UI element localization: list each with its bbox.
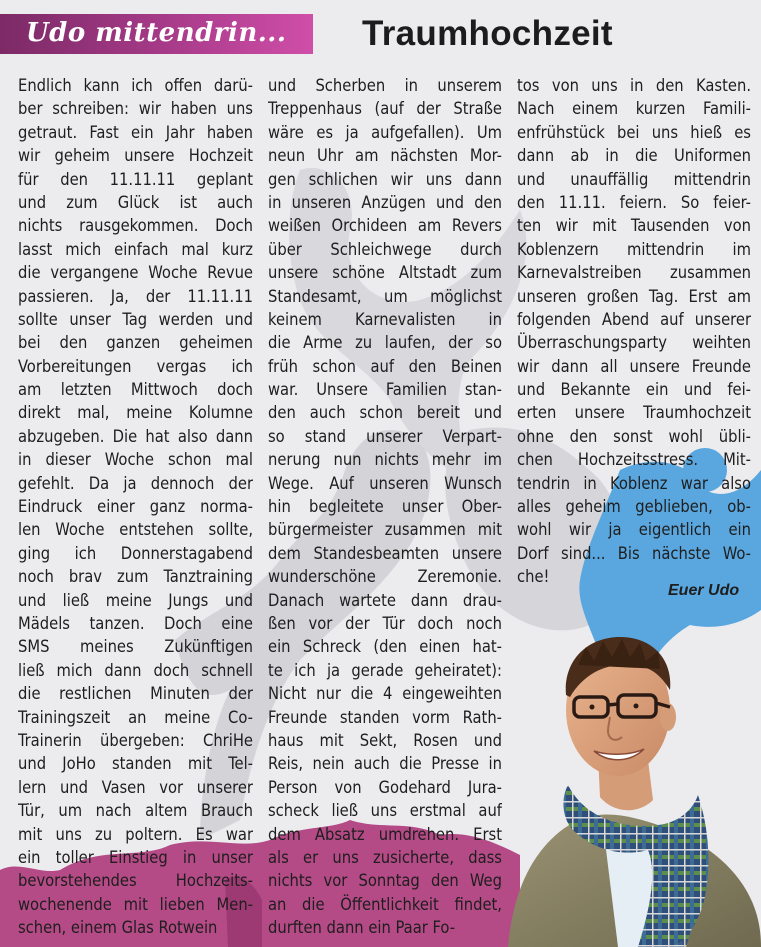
- article-line: len Woche entstehen sollte,: [18, 520, 253, 540]
- article-line: weißen Orchideen am Revers: [268, 216, 502, 236]
- article-line: SMS meines Zukünftigen: [18, 637, 253, 657]
- author-signature: Euer Udo: [668, 582, 740, 599]
- article-line: Koblenzern mittendrin im: [517, 239, 751, 259]
- article-line: Wege. Auf unseren Wunsch: [268, 473, 502, 493]
- article-line: dann ab in die Uniformen: [517, 146, 751, 166]
- article-line: ein toller Einstieg in unser: [18, 847, 253, 867]
- article-line: Nach einem kurzen Famili-: [517, 99, 751, 119]
- article-line: lasst mich einfach mal kurz: [18, 239, 253, 259]
- article-line: chen Hochzeitsstress. Mit-: [517, 450, 751, 470]
- article-line: folgenden Abend auf unserer: [517, 309, 751, 329]
- article-line: ßen vor der Tür doch noch: [268, 613, 502, 633]
- article-line: Karnevalstreiben zusammen: [517, 263, 751, 283]
- article-line: alles geheim geblieben, ob-: [517, 497, 751, 517]
- article-line: enfrühstück bei uns hieß es: [517, 122, 751, 142]
- article-line: Endlich kann ich offen darü-: [18, 76, 253, 95]
- article-line: ein Schreck (den einen hat-: [268, 637, 502, 657]
- article-line: passieren. Ja, der 11.11.11: [18, 286, 253, 306]
- article-line: wäre es ja aufgefallen). Um: [268, 122, 502, 142]
- article-line: Standesamt, um möglichst: [268, 286, 502, 306]
- article-line: Person von Godehard Jura-: [268, 777, 502, 797]
- article-line: früh schon auf den Beinen: [268, 356, 502, 376]
- article-line: gen schlichen wir uns dann: [268, 169, 502, 189]
- column-kicker: Udo mittendrin...: [26, 18, 287, 48]
- article-line: Eindruck einer ganz norma-: [18, 497, 253, 517]
- article-line: Nicht nur die 4 eingeweihten: [268, 684, 502, 704]
- article-line: mit uns zu poltern. Es war: [18, 824, 253, 844]
- article-line: bei den ganzen geheimen: [18, 333, 253, 353]
- article-line: getraut. Fast ein Jahr haben: [18, 122, 253, 142]
- article-line: ber schreiben: wir haben uns: [18, 99, 253, 119]
- article-line: scheck ließ uns erstmal auf: [268, 801, 502, 821]
- article-line: ließ mich dann doch schnell: [18, 660, 253, 680]
- article-line: hin begleitete unser Ober-: [268, 497, 502, 517]
- header-band: [0, 14, 313, 54]
- article-line: an die Öffentlichkeit findet,: [268, 894, 502, 914]
- article-line: als er uns zusicherte, dass: [268, 847, 502, 867]
- article-line: keinem Karnevalisten in: [268, 309, 502, 329]
- article-line: nerung nun nichts mehr im: [268, 450, 502, 470]
- left-eye: [590, 705, 595, 710]
- article-line: nichts vor Sonntag den Weg: [268, 871, 502, 891]
- article-line: wir dann all unsere Freunde: [517, 356, 751, 376]
- article-line: che!: [517, 567, 550, 587]
- article-line: gefehlt. Da ja dennoch der: [18, 473, 253, 493]
- article-line: haus mit Sekt, Rosen und: [268, 730, 502, 750]
- article-line: und Bekannte ein und fei-: [517, 380, 751, 400]
- article-line: Vorbereitungen vergas ich: [18, 356, 253, 376]
- article-line: ging ich Donnerstagabend: [18, 543, 253, 563]
- article-line: bürgermeister zusammen mit: [268, 520, 502, 540]
- article-line: noch brav zum Tanztraining: [18, 567, 253, 587]
- article-line: direkt mal, meine Kolumne: [18, 403, 253, 423]
- article-line: lern und Vasen vor unserer: [18, 777, 253, 797]
- article-line: den 11.11. feiern. So feier-: [517, 192, 751, 212]
- article-line: war. Unsere Familien stan-: [268, 380, 502, 400]
- article-line: für den 11.11.11 geplant: [18, 169, 253, 189]
- article-line: über Schleichwege durch: [268, 239, 502, 259]
- article-column-2: [268, 74, 502, 939]
- article-line: und ließ meine Jungs und: [18, 590, 253, 610]
- article-line: und JoHo standen mit Tel-: [18, 754, 253, 774]
- article-line: erten unsere Traumhochzeit: [517, 403, 751, 423]
- article-line: die vergangene Woche Revue: [18, 263, 253, 283]
- article-line: und zum Glück ist auch: [18, 192, 253, 212]
- article-line: dem Standesbeamten unsere: [268, 543, 502, 563]
- article-column-3: [517, 74, 751, 589]
- article-line: dem Absatz umdrehen. Erst: [268, 824, 502, 844]
- article-line: ohne den sonst wohl übli-: [517, 426, 751, 446]
- article-line: unsere schöne Altstadt zum: [268, 263, 502, 283]
- article-line: abzugeben. Die hat also dann: [18, 426, 253, 446]
- article-line: Danach wartete dann drau-: [268, 590, 502, 610]
- article-line: schen, einem Glas Rotwein: [18, 918, 218, 938]
- page-title: Traumhochzeit: [362, 14, 613, 53]
- article-line: te ich ja gerade geheiratet):: [268, 660, 502, 680]
- author-portrait-photo: [508, 625, 761, 947]
- article-line: die restlichen Minuten der: [18, 684, 253, 704]
- article-line: tendrin in Koblenz war also: [517, 473, 751, 493]
- right-eye: [634, 704, 639, 709]
- article-line: Treppenhaus (auf der Straße: [268, 99, 502, 119]
- article-line: Mädels tanzen. Doch eine: [18, 613, 253, 633]
- article-line: nichts rausgekommen. Doch: [18, 216, 253, 236]
- article-line: tos von uns in den Kasten.: [517, 76, 751, 95]
- article-line: wir geheim unsere Hochzeit: [18, 146, 253, 166]
- article-line: so stand unserer Verpart-: [268, 426, 502, 446]
- article-line: Überraschungsparty weihten: [517, 333, 751, 353]
- article-column-1: [18, 74, 253, 939]
- article-line: die Arme zu laufen, der so: [268, 333, 502, 353]
- article-line: ten wir mit Tausenden von: [517, 216, 751, 236]
- article-line: sollte unser Tag werden und: [18, 309, 253, 329]
- article-line: in unseren Anzügen und den: [268, 192, 502, 212]
- article-line: Reis, nein auch die Presse in: [268, 754, 502, 774]
- article-line: Trainerin übergeben: ChriHe: [18, 730, 253, 750]
- article-line: bevorstehendes Hochzeits-: [18, 871, 253, 891]
- article-line: wunderschöne Zeremonie.: [268, 567, 502, 587]
- article-line: Freunde standen vorm Rath-: [268, 707, 502, 727]
- article-line: und unauffällig mittendrin: [517, 169, 751, 189]
- article-line: durften dann ein Paar Fo-: [268, 918, 456, 938]
- article-line: in dieser Woche schon mal: [18, 450, 253, 470]
- article-line: wohl wir ja eigentlich ein: [517, 520, 751, 540]
- article-line: und Scherben in unserem: [268, 76, 502, 95]
- article-line: Tür, um nach altem Brauch: [18, 801, 253, 821]
- article-line: Dorf sind... Bis nächste Wo-: [517, 543, 751, 563]
- article-line: wochenende mit lieben Men-: [18, 894, 253, 914]
- article-line: den auch schon bereit und: [268, 403, 502, 423]
- article-line: unseren großen Tag. Erst am: [517, 286, 751, 306]
- article-line: Trainingszeit an meine Co-: [18, 707, 253, 727]
- article-line: neun Uhr am nächsten Mor-: [268, 146, 502, 166]
- article-line: am letzten Mittwoch doch: [18, 380, 253, 400]
